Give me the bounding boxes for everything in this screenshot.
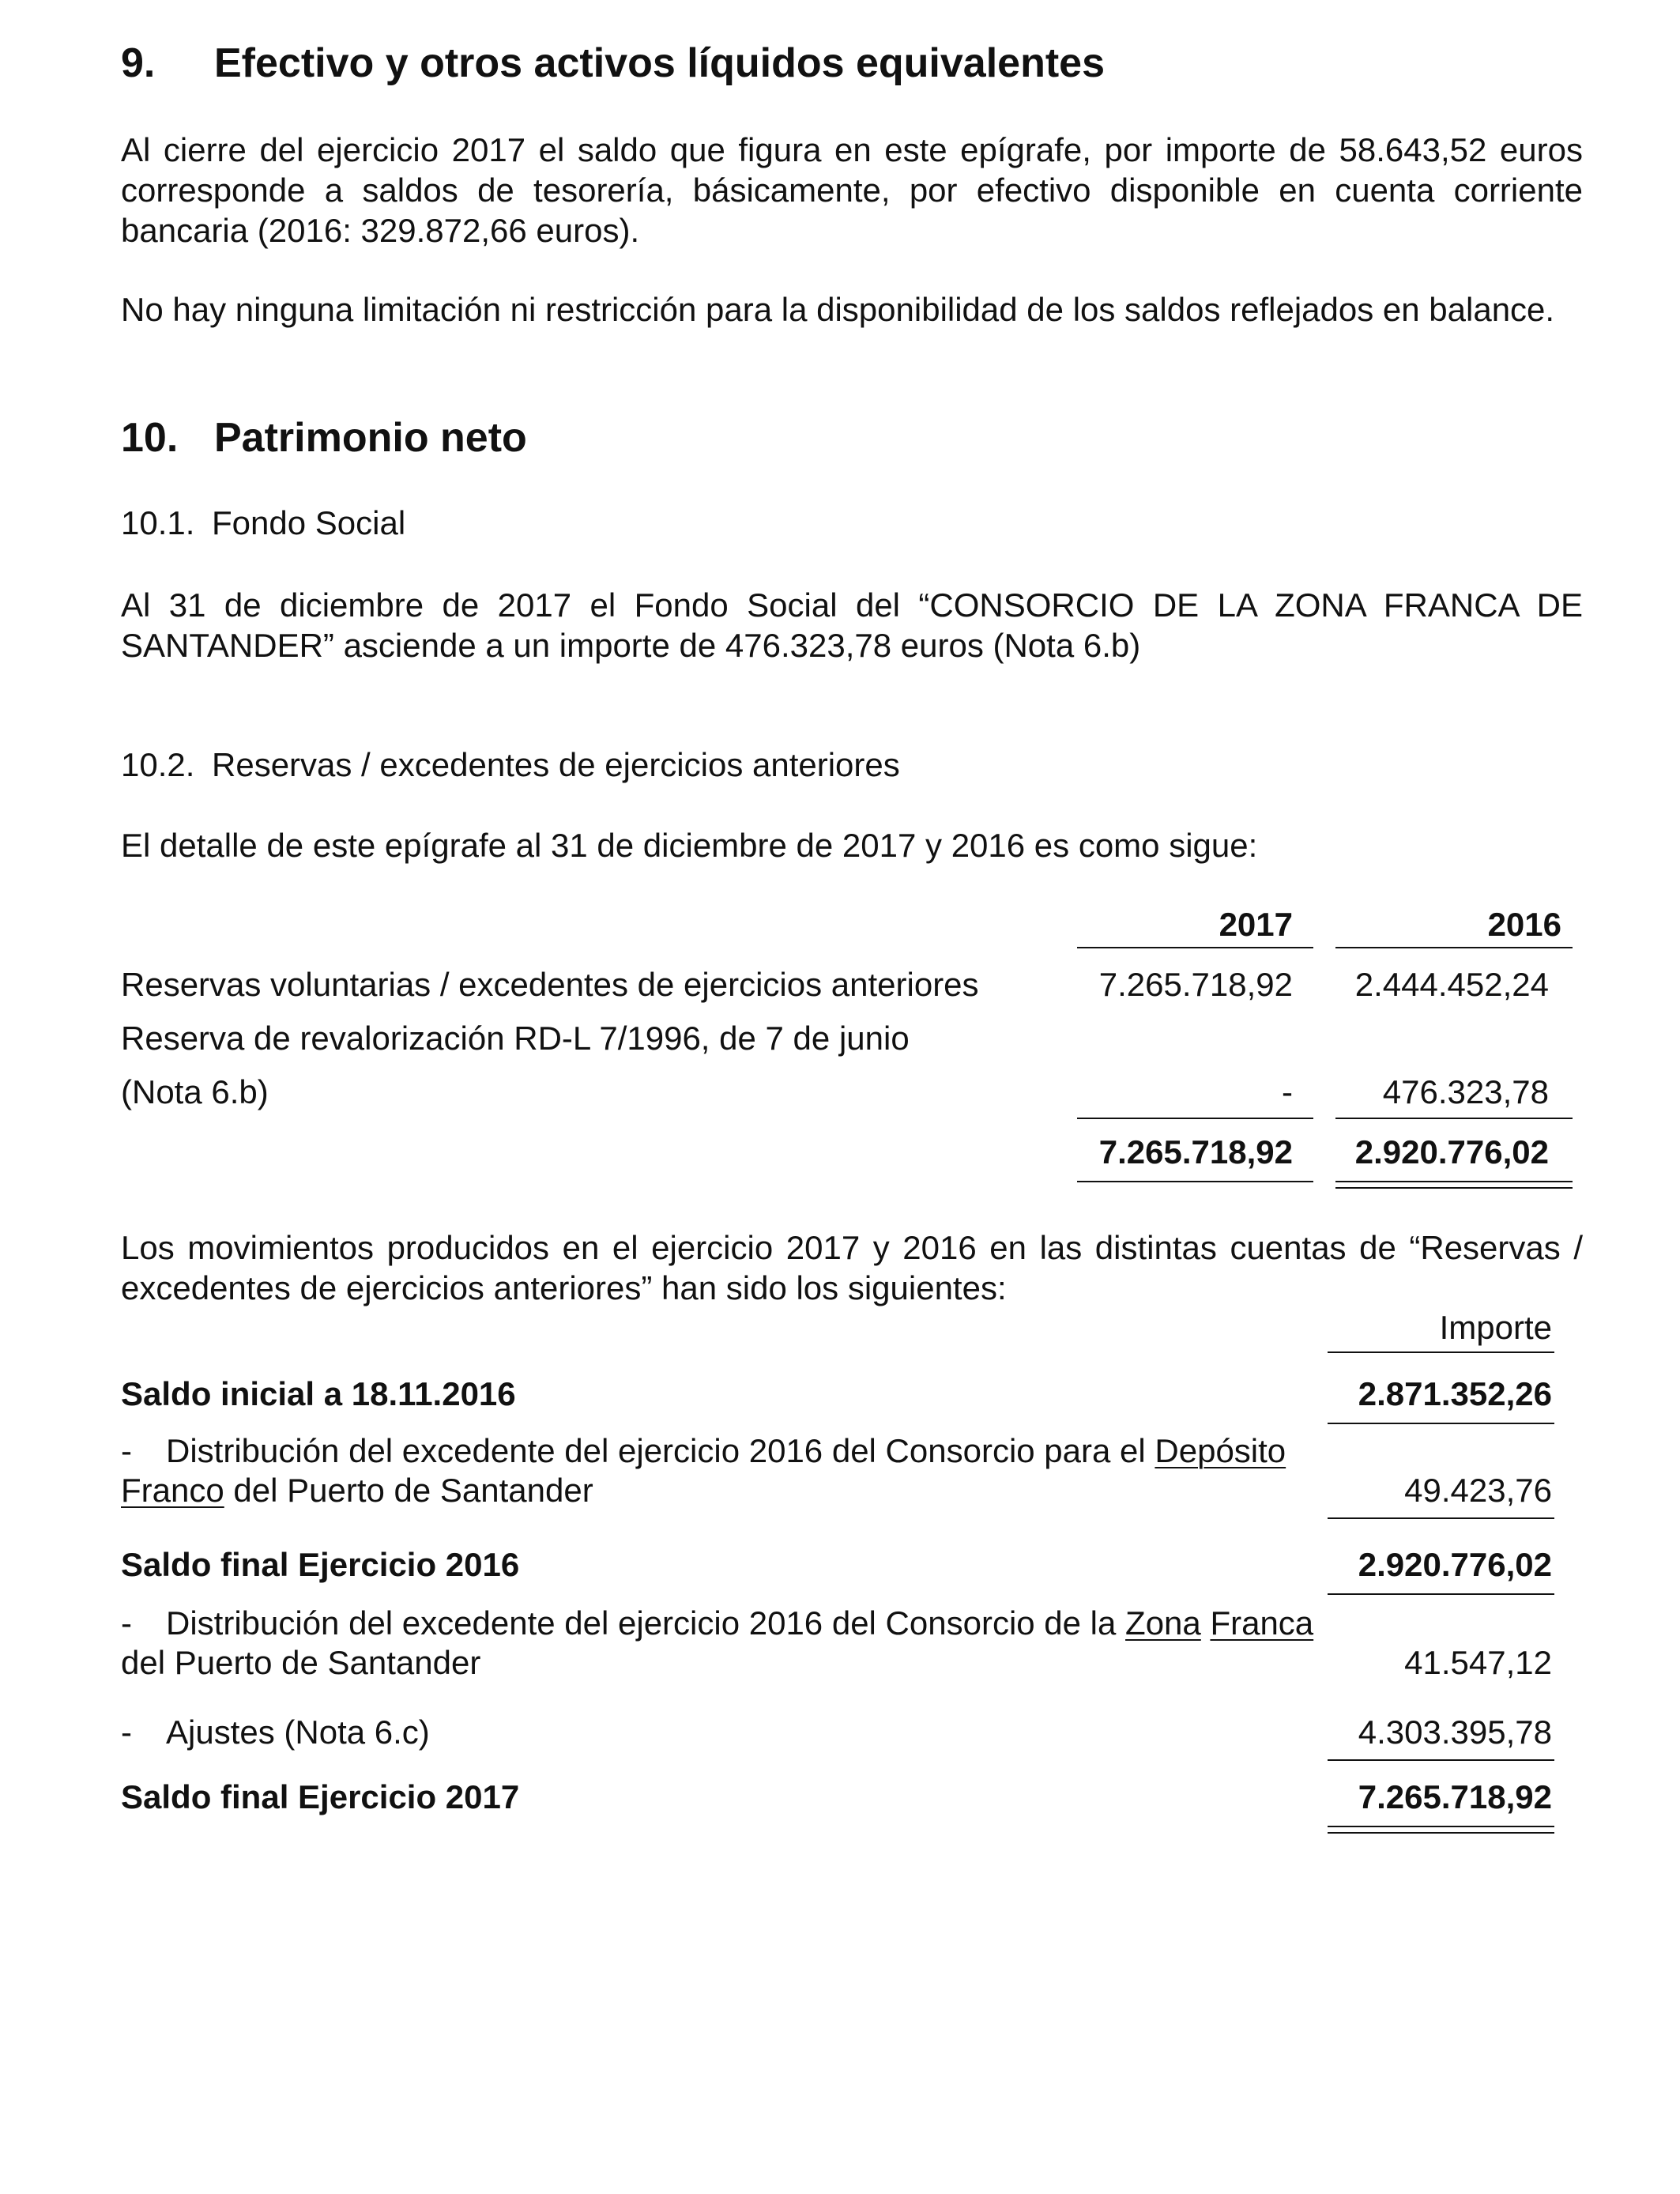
subsection-10-2-heading <box>121 746 900 784</box>
underlined-text: Depósito <box>1155 1432 1286 1469</box>
row-label-continued: (Nota 6.b) <box>121 1073 269 1110</box>
total-2016: 2.920.776,02 <box>1354 1133 1549 1171</box>
ajustes-value: 4.303.395,78 <box>1358 1713 1552 1751</box>
row-label: Reservas voluntarias / excedentes de ejercicios anteriores <box>121 966 979 1003</box>
saldo-2016-label: Saldo final Ejercicio 2016 <box>121 1546 520 1583</box>
row-rule <box>1328 1759 1554 1761</box>
saldo-2017-label: Saldo final Ejercicio 2017 <box>121 1778 520 1815</box>
row-label: Reserva de revalorización RD-L 7/1996, de 7 de junio <box>121 1020 910 1057</box>
cell-2016: 2.444.452,24 <box>1354 966 1549 1003</box>
subsection-10-1-heading <box>121 504 405 542</box>
subsection-title: Fondo Social <box>212 504 406 541</box>
subsection-number: 10.1. <box>121 504 195 541</box>
cell-2016: 476.323,78 <box>1382 1073 1549 1110</box>
section-9-heading <box>121 40 1105 87</box>
header-rule <box>1077 947 1313 948</box>
total-2017: 7.265.718,92 <box>1098 1133 1293 1171</box>
text-line: SANTANDER” asciende a un importe de 476.323,78 euros (Nota 6.b) <box>121 627 1141 664</box>
distribucion-2016-value: 49.423,76 <box>1404 1472 1552 1509</box>
list-dash: - <box>121 1713 132 1751</box>
section-title: Efectivo y otros activos líquidos equivalentes <box>214 40 1105 86</box>
total-double-rule <box>1335 1181 1573 1189</box>
section-title: Patrimonio neto <box>214 415 527 461</box>
row-rule <box>1328 1593 1554 1595</box>
subtotal-rule <box>1077 1118 1313 1119</box>
cell-2017: - <box>1282 1073 1293 1110</box>
ajustes-label <box>121 1713 430 1751</box>
column-header-importe: Importe <box>1439 1309 1552 1346</box>
total-double-rule <box>1328 1826 1554 1834</box>
paragraph-detalle: El detalle de este epígrafe al 31 de diciembre de 2017 y 2016 es como sigue: <box>121 827 1258 864</box>
text-line: Al 31 de diciembre de 2017 el Fondo Social del “CONSORCIO DE LA ZONA FRANCA DE <box>121 586 1583 624</box>
header-rule <box>1335 947 1573 948</box>
text-line: bancaria (2016: 329.872,66 euros). <box>121 212 640 249</box>
text-line: Al cierre del ejercicio 2017 el saldo que figura en este epígrafe, por importe de 58.643,52 euros <box>121 131 1583 168</box>
distribucion-2016-line-2 <box>121 1472 593 1510</box>
saldo-inicial-label: Saldo inicial a 18.11.2016 <box>121 1375 516 1412</box>
section-number: 10. <box>121 415 179 461</box>
list-dash: - <box>121 1432 132 1469</box>
text-segment: Ajustes (Nota 6.c) <box>166 1713 430 1751</box>
text-segment: Distribución del excedente del ejercicio 2016 del Consorcio de la <box>166 1604 1126 1642</box>
paragraph-movimientos <box>121 1227 1583 1308</box>
section-10-heading <box>121 414 527 462</box>
row-rule <box>1328 1517 1554 1519</box>
list-dash: - <box>121 1604 132 1642</box>
text-line: corresponde a saldos de tesorería, básicamente, por efectivo disponible en cuenta corriente <box>121 172 1583 209</box>
text-line: Los movimientos producidos en el ejercicio 2017 y 2016 en las distintas cuentas de “Reservas / <box>121 1229 1583 1266</box>
subtotal-rule <box>1335 1118 1573 1119</box>
distribucion-2017-value: 41.547,12 <box>1404 1644 1552 1681</box>
row-rule <box>1328 1423 1554 1424</box>
column-header-2016: 2016 <box>1487 906 1561 943</box>
text-segment: del Puerto de Santander <box>224 1472 593 1509</box>
underlined-text: Franca <box>1210 1604 1314 1642</box>
subsection-title: Reservas / excedentes de ejercicios anteriores <box>212 746 900 783</box>
text-line: excedentes de ejercicios anteriores” han sido los siguientes: <box>121 1269 1007 1306</box>
paragraph-fondo-social <box>121 585 1583 665</box>
column-header-2017: 2017 <box>1219 906 1293 943</box>
underlined-text: Zona <box>1125 1604 1201 1642</box>
distribucion-2016-line-1 <box>121 1432 1286 1470</box>
saldo-inicial-value: 2.871.352,26 <box>1358 1375 1552 1412</box>
underlined-text: Franco <box>121 1472 224 1509</box>
subsection-number: 10.2. <box>121 746 195 783</box>
section-number: 9. <box>121 40 156 86</box>
paragraph-limitacion: No hay ninguna limitación ni restricción para la disponibilidad de los saldos reflejados en balance. <box>121 291 1555 328</box>
paragraph-efectivo <box>121 130 1583 251</box>
distribucion-2017-line-1 <box>121 1604 1313 1642</box>
text-segment: Distribución del excedente del ejercicio 2016 del Consorcio para el <box>166 1432 1155 1469</box>
distribucion-2017-line-2: del Puerto de Santander <box>121 1644 481 1681</box>
header-rule <box>1328 1351 1554 1353</box>
saldo-2016-value: 2.920.776,02 <box>1358 1546 1552 1583</box>
saldo-2017-value: 7.265.718,92 <box>1358 1778 1552 1815</box>
total-rule <box>1077 1181 1313 1182</box>
cell-2017: 7.265.718,92 <box>1098 966 1293 1003</box>
